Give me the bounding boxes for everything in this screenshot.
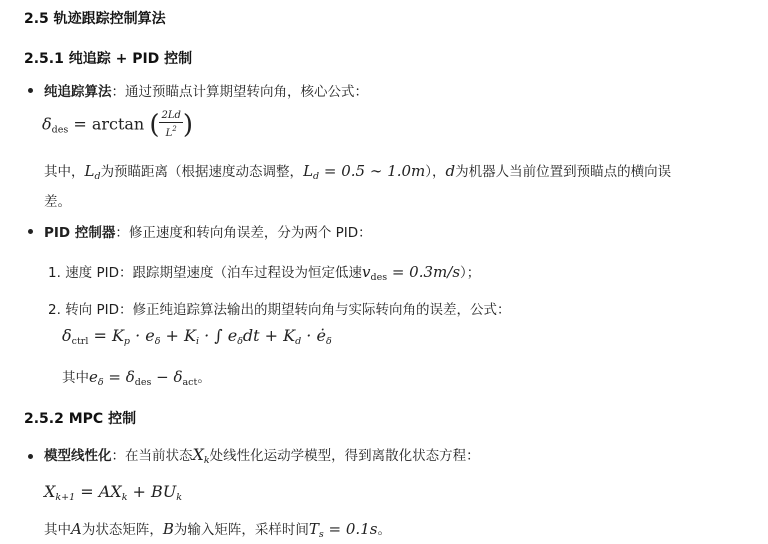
list-text: 速度 PID：跟踪期望速度（泊车过程设为恒定低速 <box>65 265 362 281</box>
formula-subscript: δ <box>325 336 332 347</box>
desc-text: 为状态矩阵， <box>81 522 163 538</box>
formula-part: + BU <box>127 482 177 501</box>
formula-subscript: δ <box>154 336 161 347</box>
pid-text: ：修正速度和转向角误差，分为两个 PID： <box>115 225 372 241</box>
formula-subscript: δ <box>237 336 243 347</box>
right-paren: ) <box>182 110 194 140</box>
desc-math-sub: s <box>318 529 324 540</box>
left-paren: ( <box>149 110 160 140</box>
desc-text: 其中， <box>44 164 85 180</box>
formula-symbol: δ <box>42 114 52 134</box>
pursuit-desc-line2: 差。 <box>44 194 71 210</box>
pid-item-1 <box>48 261 480 283</box>
list-text: ）； <box>460 265 481 281</box>
subsection-title-2-5-2: 2.5.2 MPC 控制 <box>24 411 137 427</box>
error-definition <box>62 366 211 388</box>
desc-math-sub: d <box>313 171 320 182</box>
desc-math-sub: d <box>94 171 101 182</box>
formula-subscript: des <box>51 124 69 136</box>
matrix-description <box>44 518 391 540</box>
pursuit-desc-line1 <box>44 160 671 182</box>
desc-math: L <box>303 162 314 180</box>
desc-math: d <box>445 162 456 180</box>
bullet-dot <box>28 88 33 93</box>
formula-part: · ∫ e <box>199 326 238 345</box>
fraction-numerator: 2Ld <box>161 110 181 121</box>
formula-subscript: ctrl <box>71 336 89 347</box>
desc-math-sub: δ <box>97 377 104 388</box>
desc-math: A <box>71 520 82 538</box>
formula-symbol: X <box>44 482 56 501</box>
den-superscript: 2 <box>172 125 177 133</box>
desc-math-sub: des <box>370 272 388 283</box>
model-text: ：在当前状态 <box>111 448 193 464</box>
bullet-dot <box>28 229 33 234</box>
desc-math: B <box>162 520 174 538</box>
pid-line <box>44 221 372 241</box>
pid-item-2 <box>48 298 511 318</box>
desc-text: 。 <box>197 370 211 386</box>
formula-part: · ė <box>301 326 326 345</box>
pursuit-text: ：通过预瞄点计算期望转向角，核心公式： <box>111 84 368 100</box>
subsection-title-2-5-1: 2.5.1 纯追踪 + PID 控制 <box>24 51 193 67</box>
desc-math: − δ <box>151 368 183 386</box>
desc-math: L <box>84 162 95 180</box>
desc-math: T <box>308 520 319 538</box>
den-symbol: L <box>165 128 173 139</box>
desc-math: v <box>362 263 371 281</box>
formula-part: = AX <box>75 482 122 501</box>
desc-text: 为预瞄距离（根据速度动态调整， <box>100 164 304 180</box>
desc-math: = δ <box>103 368 135 386</box>
steering-pid-formula <box>62 326 332 347</box>
formula-subscript: k+1 <box>55 492 76 503</box>
desc-math: = 0.1s <box>323 520 378 538</box>
formula-part: + K <box>160 326 196 345</box>
desc-math-sub: act <box>182 377 198 388</box>
fraction-denominator <box>159 123 182 140</box>
bullet-dot <box>28 454 33 459</box>
pursuit-line <box>44 80 368 100</box>
formula-subscript: i <box>195 336 200 347</box>
desc-text: 其中 <box>44 522 71 538</box>
desc-text: ）， <box>425 164 446 180</box>
state-equation <box>44 482 182 503</box>
list-text: 转向 PID：修正纯追踪算法输出的期望转向角与实际转向角的误差，公式： <box>65 302 511 318</box>
desc-text: 为输入矩阵，采样时间 <box>173 522 309 538</box>
formula-part: dt + K <box>242 326 296 345</box>
formula-subscript: p <box>123 336 130 347</box>
formula-operator: = arctan <box>68 114 145 134</box>
model-text: 处线性化运动学模型，得到离散化状态方程： <box>209 448 480 464</box>
list-number: 1. <box>48 265 61 281</box>
section-title: 2.5 轨迹跟踪控制算法 <box>24 11 166 27</box>
formula-part: · e <box>129 326 155 345</box>
desc-math-sub: k <box>203 455 210 466</box>
desc-math: = 0.5 ∼ 1.0m <box>319 162 426 180</box>
desc-math: X <box>192 445 204 464</box>
pid-label: PID 控制器 <box>44 225 116 241</box>
pursuit-label: 纯追踪算法 <box>44 84 112 100</box>
model-label: 模型线性化 <box>44 448 112 464</box>
desc-math: e <box>89 368 98 386</box>
formula-subscript: d <box>295 336 302 347</box>
model-line <box>44 444 480 466</box>
formula-fraction <box>159 110 182 140</box>
desc-math: = 0.3m/s <box>387 263 461 281</box>
desc-text: 为机器人当前位置到预瞄点的横向误 <box>455 164 672 180</box>
list-number: 2. <box>48 302 61 318</box>
formula-part: = K <box>88 326 124 345</box>
formula-subscript: k <box>176 492 183 503</box>
desc-text: 其中 <box>62 370 89 386</box>
desc-text: 。 <box>377 522 391 538</box>
formula-symbol: δ <box>62 326 72 345</box>
formula-subscript: k <box>121 492 128 503</box>
desc-math-sub: des <box>134 377 152 388</box>
pursuit-formula <box>42 110 193 140</box>
